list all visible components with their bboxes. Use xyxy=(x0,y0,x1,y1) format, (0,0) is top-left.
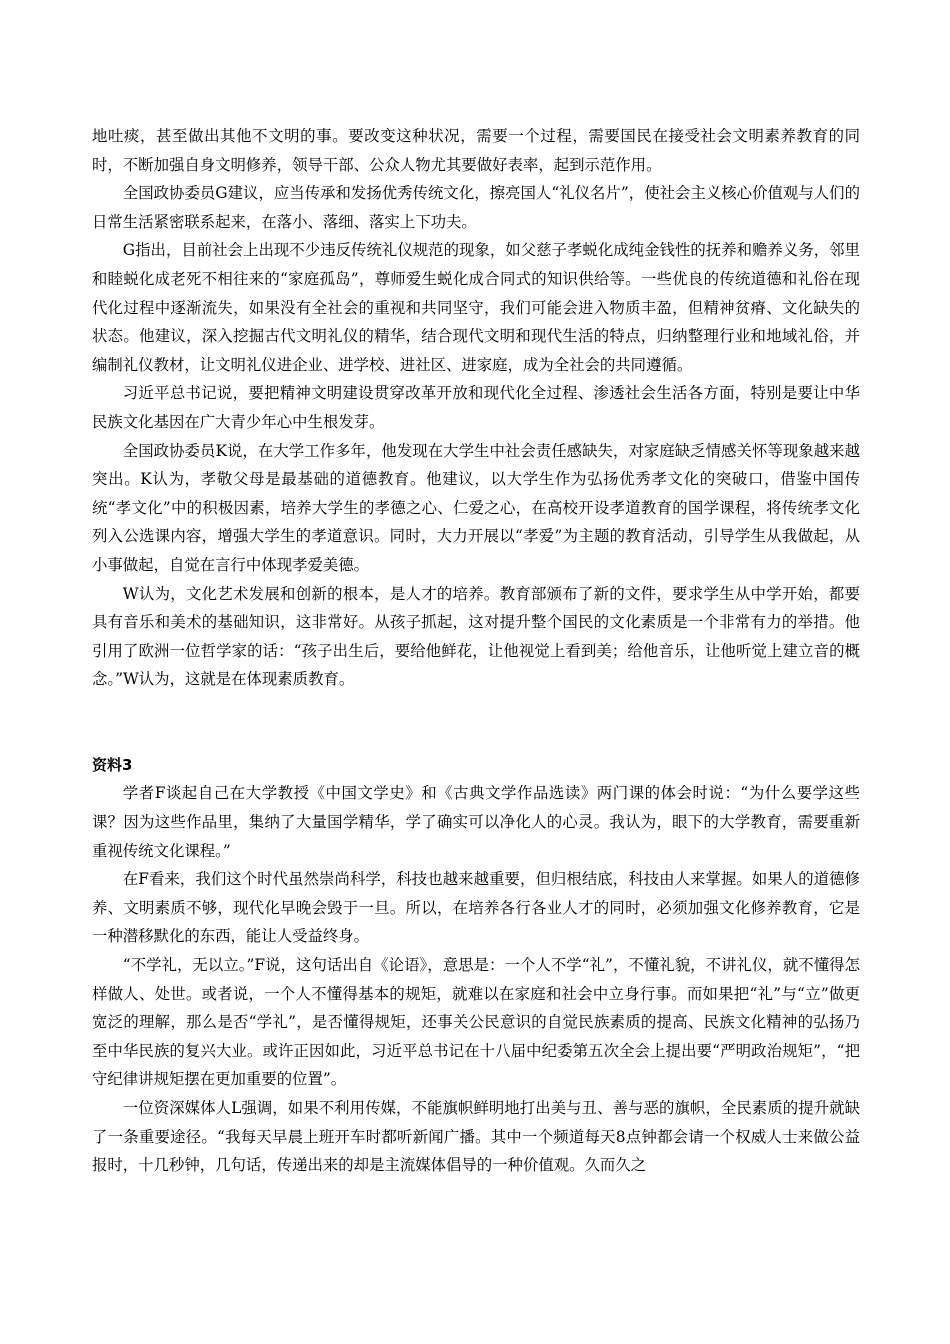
section-heading: 资料3 xyxy=(92,755,133,774)
paragraph-xi-quote: 习近平总书记说，要把精神文明建设贯穿改革开放和现代化全过程、渗透社会生活各方面，特别是要让中华民族文化基因在广大青少年心中生根发芽。 xyxy=(92,384,860,431)
paragraph-g-proposal: 全国政协委员G建议，应当传承和发扬优秀传统文化，擦亮国人“礼仪名片”，使社会主义核心价值观与人们的日常生活紧密联系起来，在落小、落细、落实上下功夫。 xyxy=(92,184,860,231)
paragraph-f-course: 学者F谈起自己在大学教授《中国文学史》和《古典文学作品选读》两门课的体会时说：“为什么要学这些课？因为这些作品里，集纳了大量国学精华，学了确实可以净化人的心灵。我认为，眼下的大学教育，需要重新重视传统文化课程。” xyxy=(92,784,860,860)
paragraph-g-points: G指出，目前社会上出现不少违反传统礼仪规范的现象，如父慈子孝蜕化成纯金钱性的抚养和赡养义务，邻里和睦蜕化成老死不相往来的“家庭孤岛”，尊师爱生蜕化成合同式的知识供给等。一些优良的传统道德和礼俗在现代化过程中逐渐流失，如果没有全社会的重视和共同坚守，我们可能会进入物质丰盈，但精神贫瘠、文化缺失的状态。他建议，深入挖掘古代文明礼仪的精华，结合现代文明和现代生活的特点，归纳整理行业和地域礼俗，并编制礼仪教材，让文明礼仪进企业、进学校、进社区、进家庭，成为全社会的共同遵循。 xyxy=(92,241,860,374)
paragraph-continued: 地吐痰，甚至做出其他不文明的事。要改变这种状况，需要一个过程，需要国民在接受社会文明素养教育的同时，不断加强自身文明修养，领导干部、公众人物尤其要做好表率，起到示范作用。 xyxy=(92,127,860,174)
paragraph-f-analects: “不学礼，无以立。”F说，这句话出自《论语》，意思是：一个人不学“礼”，不懂礼貌，不讲礼仪，就不懂得怎样做人、处世。或者说，一个人不懂得基本的规矩，就难以在家庭和社会中立身行事。而如果把“礼”与“立”做更宽泛的理解，那么是否“学礼”，是否懂得规矩，还事关公民意识的自觉民族素质的提高、民族文化精神的弘扬乃至中华民族的复兴大业。或许正因如此，习近平总书记在十八届中纪委第五次全会上提出要“严明政治规矩”，“把守纪律讲规矩摆在更加重要的位置”。 xyxy=(92,956,860,1089)
paragraph-w-opinion: W认为，文化艺术发展和创新的根本，是人才的培养。教育部颁布了新的文件，要求学生从中学开始，都要具有音乐和美术的基础知识，这非常好。从孩子抓起，这对提升整个国民的文化素质是一个非常有力的举措。他引用了欧洲一位哲学家的话：“孩子出生后，要给他鲜花，让他视觉上看到美；给他音乐，让他听觉上建立音的概念。”W认为，这就是在体现素质教育。 xyxy=(92,584,860,689)
paragraph-l-media: 一位资深媒体人L强调，如果不利用传媒，不能旗帜鲜明地打出美与丑、善与恶的旗帜，全民素质的提升就缺了一条重要途径。“我每天早晨上班开车时都听新闻广播。其中一个频道每天8点钟都会请一个权威人士来做公益报时，十几秒钟，几句话，传递出来的却是主流媒体倡导的一种价值观。久而久之 xyxy=(92,1099,860,1175)
paragraph-f-view: 在F看来，我们这个时代虽然崇尚科学，科技也越来越重要，但归根结底，科技由人来掌握。如果人的道德修养、文明素质不够，现代化早晚会毁于一旦。所以，在培养各行各业人才的同时，必须加强文化修养教育，它是一种潜移默化的东西，能让人受益终身。 xyxy=(92,870,860,946)
document-page xyxy=(92,122,860,1180)
paragraph-k-proposal: 全国政协委员K说，在大学工作多年，他发现在大学生中社会责任感缺失，对家庭缺乏情感关怀等现象越来越突出。K认为，孝敬父母是最基础的道德教育。他建议，以大学生作为弘扬优秀孝文化的突破口，借鉴中国传统“孝文化”中的积极因素，培养大学生的孝德之心、仁爱之心，在高校开设孝道教育的国学课程，将传统孝文化列入公选课内容，增强大学生的孝道意识。同时，大力开展以“孝爱”为主题的教育活动，引导学生从我做起，从小事做起，自觉在言行中体现孝爱美德。 xyxy=(92,441,860,574)
